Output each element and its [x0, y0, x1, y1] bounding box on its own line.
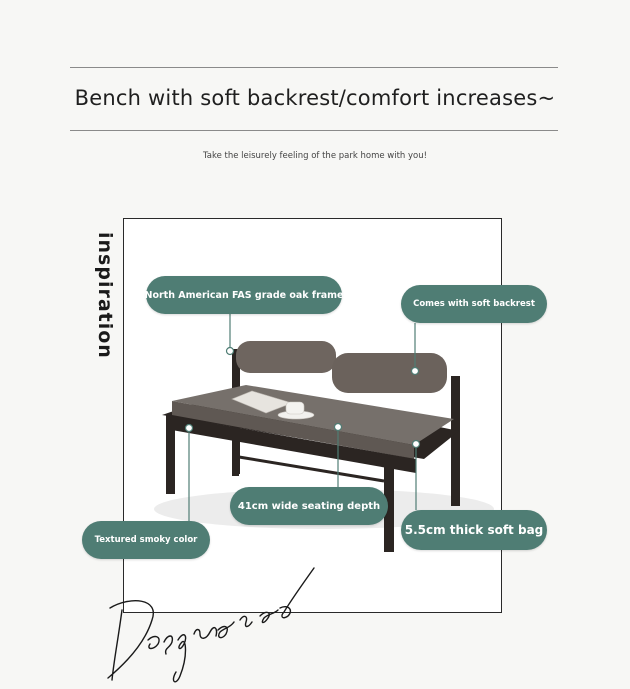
back-leg-right: [451, 376, 460, 506]
callout-oak-frame: North American FAS grade oak frame: [146, 276, 342, 314]
bottom-rule: [70, 130, 558, 131]
page-subtitle: Take the leisurely feeling of the park home with you!: [202, 151, 428, 161]
callout-smoky-color: Textured smoky color: [82, 521, 210, 559]
mid-leg-left: [232, 444, 239, 476]
top-rule: [70, 67, 558, 68]
backrest-cushion-left: [236, 341, 336, 373]
designer-signature: [100, 560, 340, 689]
callout-soft-backrest: Comes with soft backrest: [401, 285, 547, 323]
page-title: Bench with soft backrest/comfort increases~: [74, 86, 556, 110]
cup: [286, 402, 304, 414]
backrest-cushion-right: [332, 353, 447, 393]
callout-seating-depth: 41cm wide seating depth: [230, 487, 388, 525]
front-leg-left: [166, 419, 175, 494]
inspiration-label: inspiration: [94, 232, 116, 359]
callout-soft-bag: 5.5cm thick soft bag: [401, 510, 547, 550]
